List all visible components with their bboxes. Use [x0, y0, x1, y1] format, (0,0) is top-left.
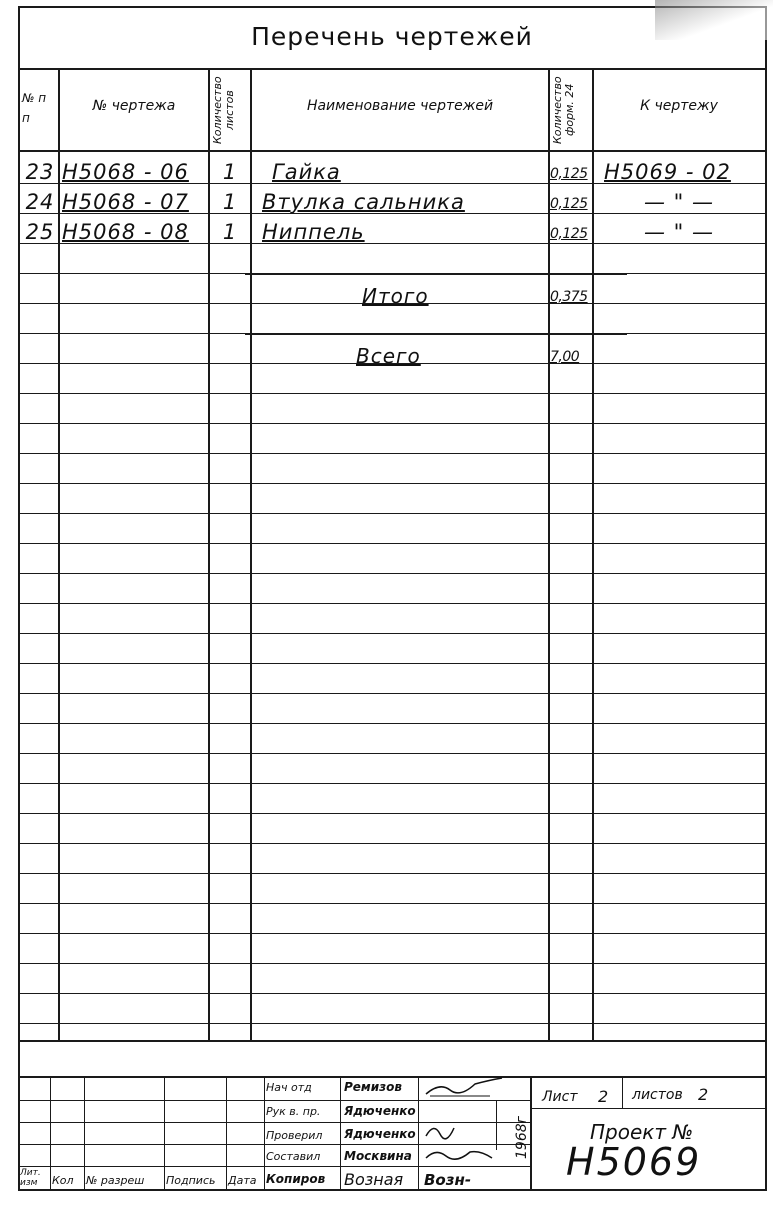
signatures-graphic [420, 1074, 520, 1184]
tb-role-4: Копиров [266, 1172, 326, 1186]
row-23-drawing-no: Н5068 - 06 [62, 160, 189, 184]
tb-bottom-h2: № разреш [86, 1174, 145, 1187]
row-23-sheets: 1 [222, 160, 238, 184]
tb-person-4: Возная [344, 1170, 404, 1189]
row-23-format: 0,125 [550, 166, 588, 182]
tb-signature-4: Возн- [424, 1171, 472, 1189]
row-24-sheets: 1 [222, 190, 238, 214]
tb-right-split [622, 1076, 623, 1108]
row-line [18, 603, 766, 604]
tb-sheets-label: листов [632, 1087, 683, 1103]
row-24-name: Втулка сальника [262, 190, 465, 214]
tb-role-3: Составил [266, 1150, 321, 1163]
title-divider [18, 68, 766, 70]
tb-bottom-h1: Кол [52, 1174, 74, 1187]
tb-right-border [530, 1076, 532, 1190]
header-to-drawing: К чертежу [640, 98, 718, 114]
tb-bottom-h4: Дата [228, 1174, 257, 1187]
row-24-drawing-no: Н5068 - 07 [62, 190, 189, 214]
row-line [18, 633, 766, 634]
tb-right-hline [530, 1108, 766, 1109]
tb-vline [264, 1076, 265, 1190]
tb-vline [50, 1076, 51, 1190]
tb-sheets-value: 2 [698, 1085, 709, 1104]
row-line [18, 873, 766, 874]
frame-bottom [18, 1189, 767, 1191]
row-line [18, 543, 766, 544]
row-line [18, 933, 766, 934]
row-line [18, 1023, 766, 1024]
row-line [18, 783, 766, 784]
subtotal-value: 0,375 [550, 289, 588, 305]
row-line [18, 963, 766, 964]
row-line [18, 723, 766, 724]
row-25-name: Ниппель [262, 220, 365, 244]
subtotal-label: Итого [362, 284, 429, 308]
row-line [18, 483, 766, 484]
total-label: Всего [356, 344, 421, 368]
tb-vline [164, 1076, 165, 1190]
total-value: 7,00 [550, 349, 580, 365]
row-line [18, 813, 766, 814]
tb-person-3: Москвина [344, 1149, 412, 1163]
tb-bottom-h3: Подпись [166, 1174, 216, 1187]
tb-person-0: Ремизов [344, 1080, 402, 1094]
tb-vline [418, 1076, 419, 1190]
tb-project-number: Н5069 [566, 1140, 702, 1184]
tb-upper-line [18, 1076, 766, 1078]
row-24-format: 0,125 [550, 196, 588, 212]
row-24-num: 24 [25, 190, 55, 214]
tb-top-line [18, 1040, 766, 1042]
row-23-name: Гайка [272, 160, 341, 184]
row-line [18, 753, 766, 754]
tb-sheet-value: 2 [598, 1087, 609, 1106]
row-line [18, 843, 766, 844]
row-line [18, 393, 766, 394]
row-25-format: 0,125 [550, 226, 588, 242]
header-format-count: Количество форм. 24 [551, 76, 576, 144]
row-line [18, 423, 766, 424]
total-rule [245, 334, 627, 335]
tb-person-1: Ядюченко [344, 1104, 416, 1118]
row-line [18, 693, 766, 694]
row-line [18, 513, 766, 514]
tb-bottom-h0: Лит. изм [20, 1168, 41, 1188]
row-line [18, 453, 766, 454]
tb-sheet-label: Лист [542, 1089, 578, 1105]
tb-role-2: Проверил [266, 1129, 323, 1142]
header-name: Наименование чертежей [306, 98, 494, 114]
tb-vline [226, 1076, 227, 1190]
subtotal-rule [245, 274, 627, 275]
row-line [18, 993, 766, 994]
header-sheet-count: Количество листов [211, 76, 236, 144]
page-title: Перечень чертежей [251, 22, 533, 51]
frame-top [18, 6, 766, 8]
tb-project-label: Проект № [590, 1120, 694, 1144]
row-25-to-drawing: — " — [643, 220, 714, 244]
tb-role-0: Нач отд [266, 1081, 312, 1094]
header-divider [18, 150, 766, 152]
tb-year: 1968г [514, 1116, 530, 1159]
row-24-to-drawing: — " — [643, 190, 714, 214]
tb-role-1: Рук в. пр. [266, 1105, 321, 1118]
row-25-sheets: 1 [222, 220, 238, 244]
row-line [18, 573, 766, 574]
row-25-num: 25 [25, 220, 55, 244]
row-23-to-drawing: Н5069 - 02 [604, 160, 731, 184]
row-line [18, 903, 766, 904]
row-23-num: 23 [25, 160, 55, 184]
tb-vline [84, 1076, 85, 1190]
row-25-drawing-no: Н5068 - 08 [62, 220, 189, 244]
tb-vline [340, 1076, 341, 1190]
row-line [18, 663, 766, 664]
tb-person-2: Ядюченко [344, 1127, 416, 1141]
header-num: № п п [22, 91, 47, 125]
header-drawing-no: № чертежа [92, 98, 176, 114]
